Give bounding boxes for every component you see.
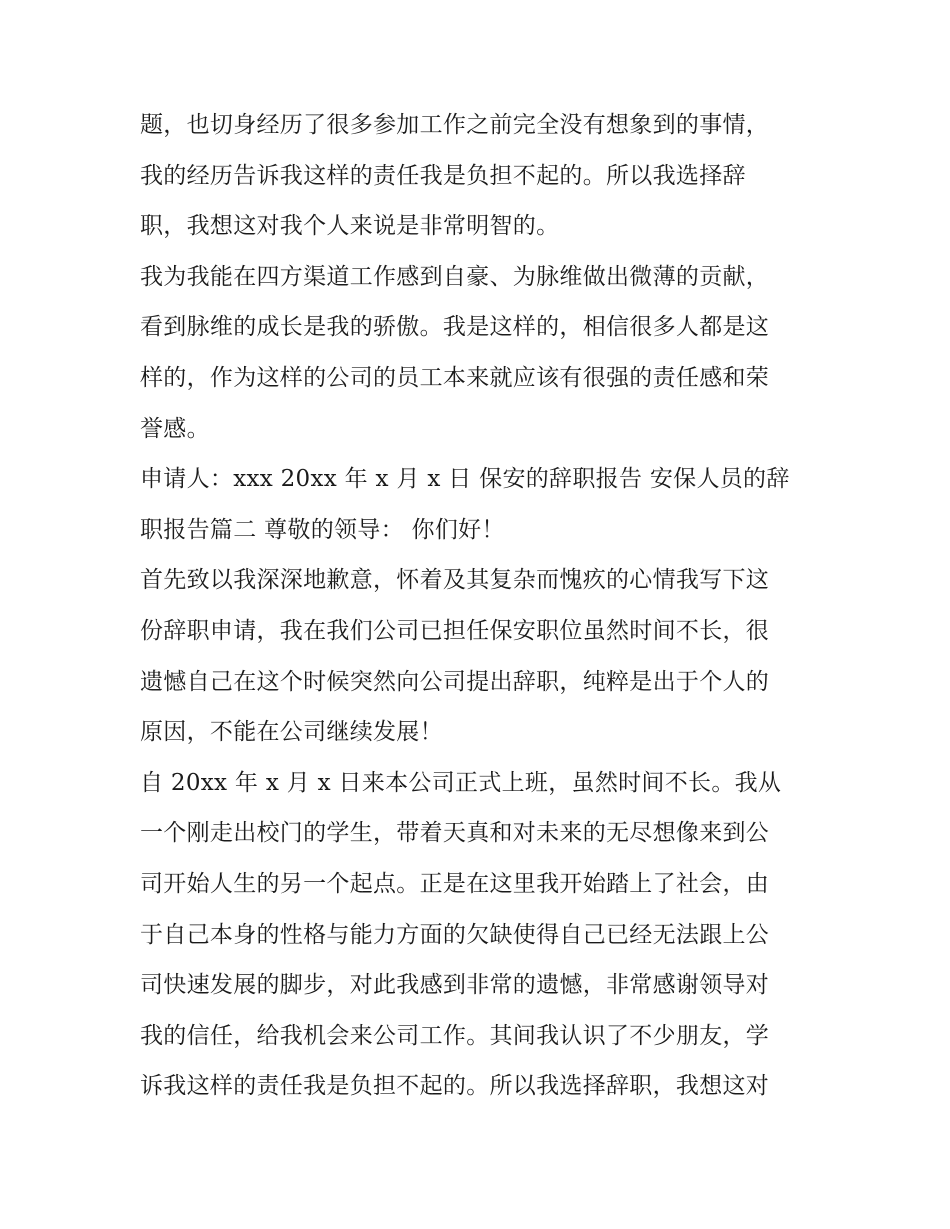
text-line: 诉我这样的责任我是负担不起的。所以我选择辞职，我想这对 [140,1073,770,1100]
text-line: 题，也切身经历了很多参加工作之前完全没有想象到的事情， [140,112,770,138]
text-line: 样的，作为这样的公司的员工本来就应该有很强的责任感和荣 [140,364,770,391]
text-line: 职，我想这对我个人来说是非常明智的。 [140,213,560,240]
text-line: 原因，不能在公司继续发展！ [140,719,443,746]
text-line: 我为我能在四方渠道工作感到自豪、为脉维做出微薄的贡献， [140,263,770,290]
text-line: 申请人：xxx 20xx 年 x 月 x 日 保安的辞职报告 安保人员的辞 [140,466,790,493]
text-line: 看到脉维的成长是我的骄傲。我是这样的，相信很多人都是这 [140,314,770,341]
document-body-text [140,100,812,1112]
text-line: 一个刚走出校门的学生，带着天真和对未来的无尽想像来到公 [140,820,770,847]
text-line: 遗憾自己在这个时候突然向公司提出辞职，纯粹是出于个人的 [140,668,770,695]
text-line: 我的信任，给我机会来公司工作。其间我认识了不少朋友，学 [140,1022,770,1049]
text-line: 于自己本身的性格与能力方面的欠缺使得自己已经无法跟上公 [140,921,770,948]
text-line: 我的经历告诉我这样的责任我是负担不起的。所以我选择辞 [140,162,746,189]
text-line: 司快速发展的脚步，对此我感到非常的遗憾，非常感谢领导对 [140,972,770,999]
text-line: 誉感。 [140,415,210,442]
text-line: 自 20xx 年 x 月 x 日来本公司正式上班，虽然时间不长。我从 [140,769,782,796]
text-line: 司开始人生的另一个起点。正是在这里我开始踏上了社会，由 [140,870,770,897]
text-line: 职报告篇二 尊敬的领导： 你们好！ [140,516,505,543]
text-line: 首先致以我深深地歉意，怀着及其复杂而愧疚的心情我写下这 [140,567,770,594]
text-line: 份辞职申请，我在我们公司已担任保安职位虽然时间不长，很 [140,617,770,644]
